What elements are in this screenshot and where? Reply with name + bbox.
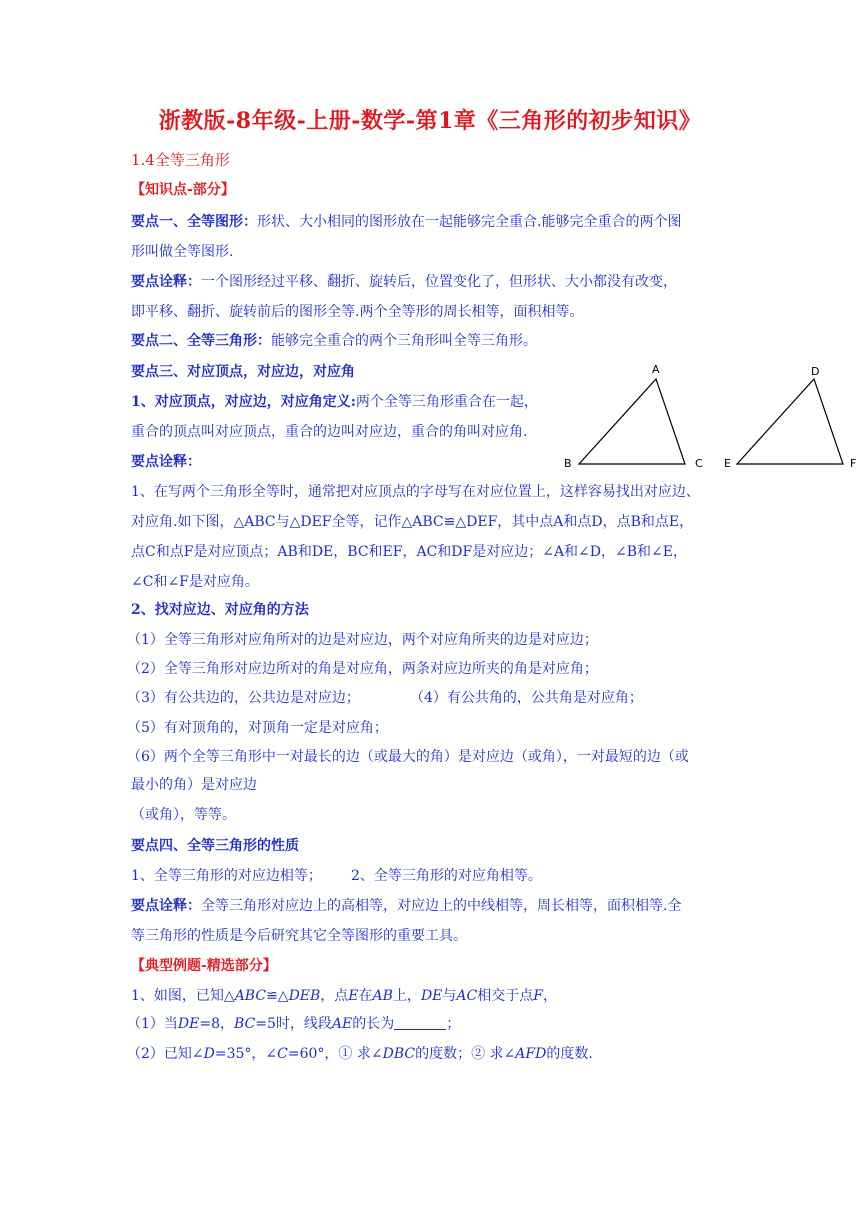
point1-text-b: 形叫做全等图形. <box>131 244 234 260</box>
point4-p1: 1、全等三角形的对应边相等； <box>131 868 322 884</box>
ex1-q2-e: =60°，① 求∠ <box>287 1046 383 1062</box>
ex1-q2-f: DBC <box>382 1046 416 1062</box>
def-line-a <box>131 392 538 412</box>
point2-text: 能够完全重合的两个三角形叫全等三角形。 <box>271 333 537 349</box>
def-text-a: 两个全等三角形重合在一起， <box>355 394 538 410</box>
ex1-q2-h: AFD <box>515 1046 547 1062</box>
point1-label: 要点一、全等图形： <box>131 214 257 230</box>
triangle-abc <box>579 379 685 464</box>
method-label: 2、找对应边、对应角的方法 <box>131 602 309 618</box>
ex1-q2-a: （2）已知∠ <box>127 1046 204 1062</box>
method-1: （1）全等三角形对应角所对的边是对应边，两个对应角所夹的边是对应边； <box>127 632 598 648</box>
ex1-intro-b: ABC <box>234 988 267 1004</box>
point1-line-a <box>131 212 681 232</box>
answer-blank[interactable] <box>394 1015 446 1030</box>
ex1-q1-b: DE <box>177 1016 200 1032</box>
ex1-intro-n: F <box>533 988 543 1004</box>
ex1-intro-e: ，点 <box>320 988 349 1004</box>
label-f: F <box>850 457 857 470</box>
ex1-intro-o: ， <box>542 988 557 1004</box>
knowledge-header: 【知识点-部分】 <box>131 182 235 198</box>
ex1-q2-d: C <box>277 1046 288 1062</box>
ex1-intro-d: DEB <box>288 988 321 1004</box>
ex1-intro-a: 1、如图，已知△ <box>131 988 235 1004</box>
ex1-q1-f: AE <box>331 1016 353 1032</box>
ex1-q1-h: ； <box>446 1016 461 1032</box>
note2-label: 要点诠释： <box>131 454 201 470</box>
note1-label: 要点诠释： <box>131 274 201 290</box>
ex1-q1 <box>127 1014 460 1034</box>
label-d: D <box>811 365 820 378</box>
label-a: A <box>652 363 660 376</box>
method-3: （3）有公共边的，公共边是对应边； <box>127 690 360 706</box>
ex1-intro-i: 上， <box>392 988 421 1004</box>
ex1-intro-h: AB <box>372 988 393 1004</box>
ex1-intro-g: 在 <box>358 988 373 1004</box>
ex1-q1-a: （1）当 <box>127 1016 178 1032</box>
method-6a: （6）两个全等三角形中一对最长的边（或最大的角）是对应边（或角），一对最短的边（或 <box>127 749 689 765</box>
ex1-intro-m: 相交于点 <box>477 988 534 1004</box>
ex1-q1-d: BC <box>234 1016 256 1032</box>
method-2: （2）全等三角形对应边所对的角是对应角，两条对应边所夹的角是对应角； <box>127 661 598 677</box>
document-title: 浙教版-8年级-上册-数学-第1章《三角形的初步知识》 <box>158 108 702 134</box>
ex1-q1-c: =8， <box>199 1016 235 1032</box>
point3-label: 要点三、对应顶点，对应边，对应角 <box>131 364 355 380</box>
ex1-q2-c: =35°，∠ <box>214 1046 278 1062</box>
point2-label: 要点二、全等三角形： <box>131 333 271 349</box>
method-6b: 最小的角）是对应边 <box>131 777 257 793</box>
ex1-intro <box>131 986 557 1006</box>
ex1-intro-c: ≌△ <box>266 988 289 1004</box>
ex1-intro-l: AC <box>456 988 478 1004</box>
ex1-intro-j: DE <box>420 988 443 1004</box>
point4-p2: 2、全等三角形的对应角相等。 <box>351 868 542 884</box>
ex1-q2-g: 的度数；② 求∠ <box>415 1046 516 1062</box>
triangle-def <box>737 379 843 464</box>
note2-line-1: 1、在写两个三角形全等时，通常把对应顶点的字母写在对应位置上，这样容易找出对应边、 <box>131 484 700 500</box>
ex1-intro-k: 与 <box>442 988 457 1004</box>
note1-line-a <box>131 272 677 292</box>
label-e: E <box>724 457 731 470</box>
note2-line-2: 对应角.如下图，△ABC与△DEF全等，记作△ABC≌△DEF，其中点A和点D，点B和点E， <box>131 514 694 530</box>
note2-line-4: ∠C和∠F是对应角。 <box>131 574 259 590</box>
point2-line <box>131 331 537 351</box>
note2-line-3: 点C和点F是对应顶点；AB和DE，BC和EF，AC和DF是对应边；∠A和∠D，∠B和∠E， <box>131 544 687 560</box>
note3-line-a <box>131 896 681 916</box>
method-4: （4）有公共角的，公共角是对应角； <box>410 690 643 706</box>
section-heading: 1.4全等三角形 <box>131 151 230 169</box>
def-text-b: 重合的顶点叫对应顶点，重合的边叫对应边，重合的角叫对应角. <box>131 424 528 440</box>
ex1-intro-f: E <box>348 988 359 1004</box>
method-5: （5）有对顶角的，对顶角一定是对应角； <box>127 720 388 736</box>
point1-text-a: 形状、大小相同的图形放在一起能够完全重合.能够完全重合的两个图 <box>257 214 682 230</box>
ex1-q2-i: 的度数. <box>546 1046 593 1062</box>
ex1-q2 <box>127 1044 593 1064</box>
congruent-triangles-figure <box>556 360 860 472</box>
note3-text-b: 等三角形的性质是今后研究其它全等图形的重要工具。 <box>131 928 467 944</box>
example-header: 【典型例题-精选部分】 <box>131 958 277 974</box>
point4-label: 要点四、全等三角形的性质 <box>131 838 299 854</box>
label-c: C <box>695 457 703 470</box>
note1-text-b: 即平移、翻折、旋转前后的图形全等.两个全等形的周长相等，面积相等。 <box>131 304 584 320</box>
ex1-q1-e: =5时，线段 <box>255 1016 332 1032</box>
ex1-q2-b: D <box>203 1046 215 1062</box>
label-b: B <box>564 457 572 470</box>
def-label: 1、对应顶点，对应边，对应角定义: <box>131 394 356 410</box>
note1-text-a: 一个图形经过平移、翻折、旋转后，位置变化了，但形状、大小都没有改变， <box>201 274 677 290</box>
method-6c: （或角），等等。 <box>131 807 236 823</box>
note3-text-a: 全等三角形对应边上的高相等，对应边上的中线相等，周长相等，面积相等.全 <box>201 898 682 914</box>
ex1-q1-g: 的长为 <box>352 1016 395 1032</box>
note3-label: 要点诠释： <box>131 898 201 914</box>
